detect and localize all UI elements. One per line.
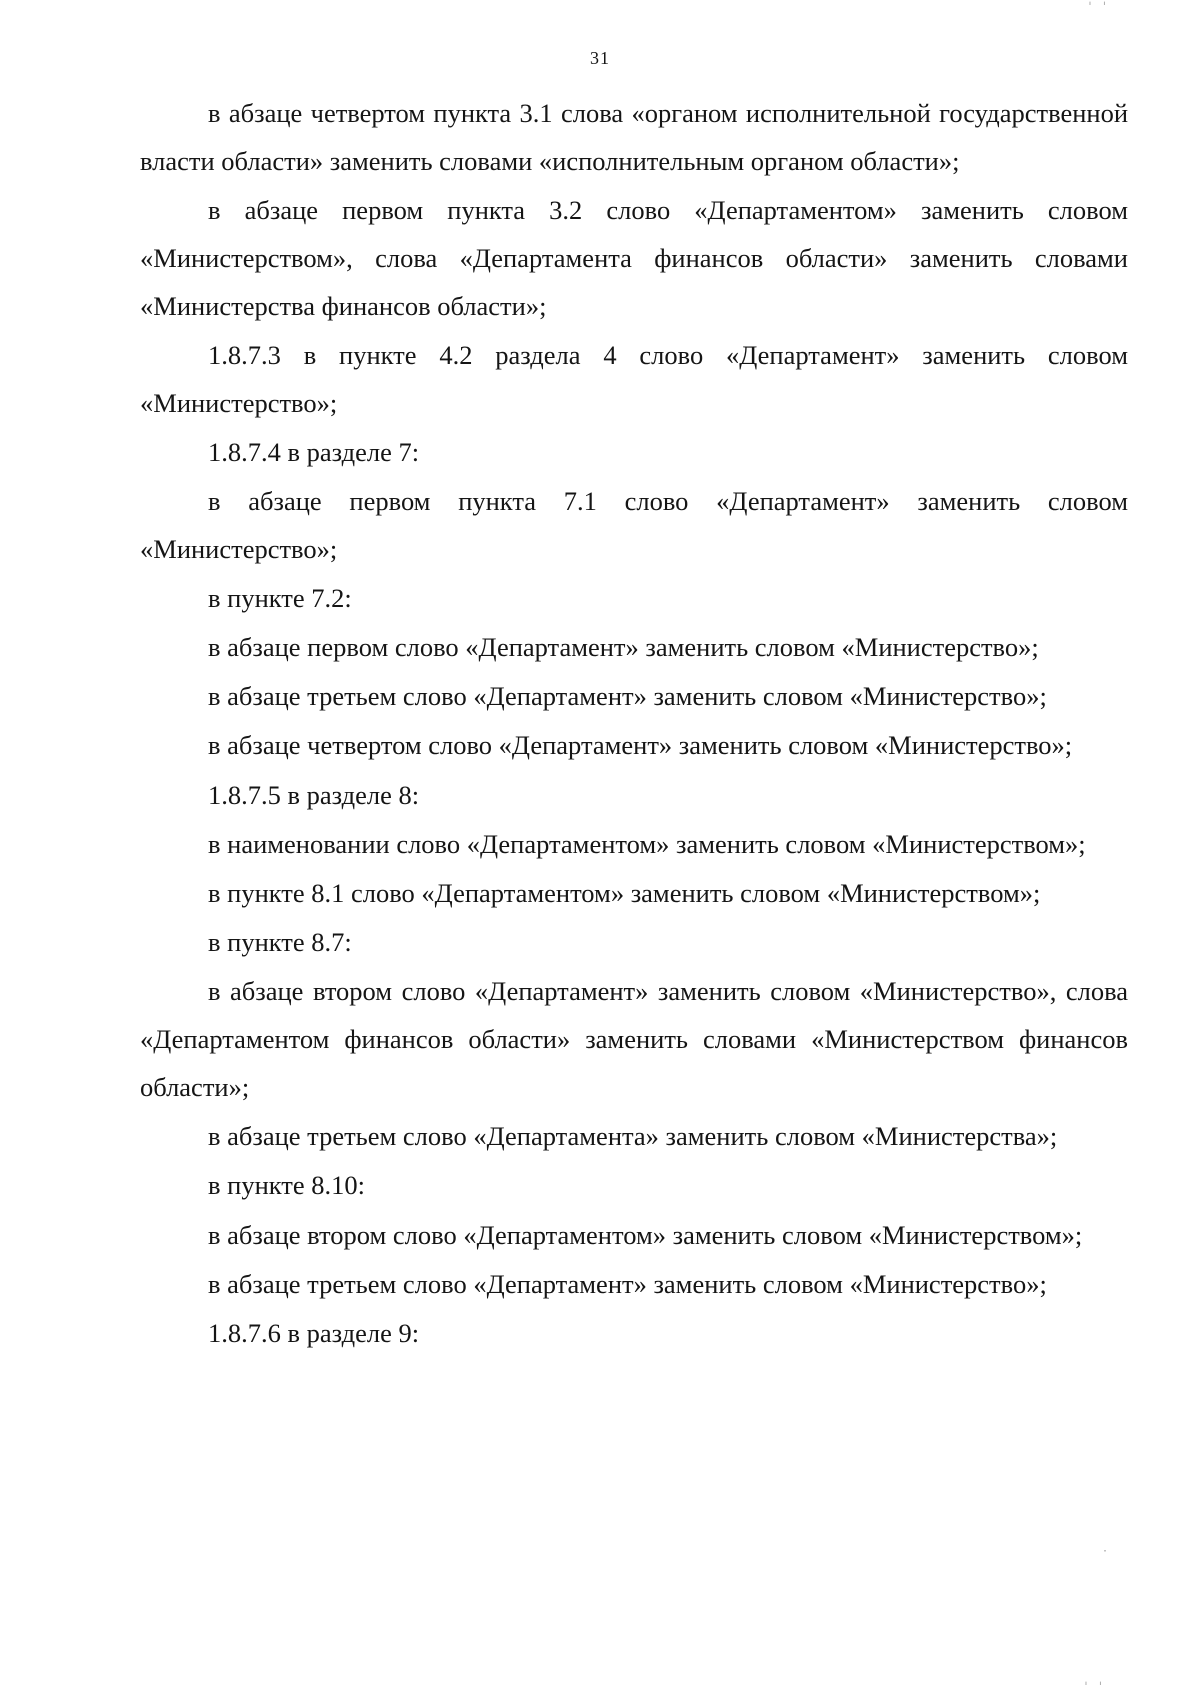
paragraph-8: в абзаце третьем слово «Департамент» заменить словом «Министерство»; bbox=[208, 681, 1047, 712]
paragraph-10: 1.8.7.5 в разделе 8: bbox=[208, 779, 420, 810]
scan-mark: ˈ ˈ bbox=[1082, 1680, 1104, 1694]
paragraph-18: в абзаце третьем слово «Департамент» заменить словом «Министерство»; bbox=[208, 1268, 1047, 1299]
paragraph-7: в абзаце первом слово «Департамент» заменить словом «Министерство»; bbox=[208, 632, 1039, 663]
paragraph-1: в абзаце четвертом пункта 3.1 слова «органом исполнительной государственной власти области» заменить словами «исполнительным органом области»; bbox=[140, 98, 1128, 176]
scan-mark: ˈ ˈ bbox=[1086, 0, 1108, 14]
paragraph-9: в абзаце четвертом слово «Департамент» заменить словом «Министерство»; bbox=[208, 730, 1073, 761]
paragraph-16: в пункте 8.10: bbox=[208, 1170, 365, 1201]
paragraph-19: 1.8.7.6 в разделе 9: bbox=[208, 1317, 420, 1348]
paragraph-12: в пункте 8.1 слово «Департаментом» заменить словом «Министерством»; bbox=[208, 878, 1041, 909]
paragraph-3: 1.8.7.3 в пункте 4.2 раздела 4 слово «Департамент» заменить словом «Министерство»; bbox=[140, 339, 1128, 418]
paragraph-6: в пункте 7.2: bbox=[208, 582, 352, 613]
paragraph-5: в абзаце первом пункта 7.1 слово «Департамент» заменить словом «Министерство»; bbox=[140, 485, 1128, 564]
paragraph-11: в наименовании слово «Департаментом» заменить словом «Министерством»; bbox=[208, 828, 1086, 859]
paragraph-4: 1.8.7.4 в разделе 7: bbox=[208, 436, 420, 467]
paragraph-2: в абзаце первом пункта 3.2 слово «Департаментом» заменить словом «Министерством», слова «Департамента финансов области» заменить словами «Министерства финансов области»; bbox=[140, 194, 1128, 321]
paragraph-14: в абзаце втором слово «Департамент» заменить словом «Министерство», слова «Департаментом финансов области» заменить словами «Министерством финансов области»; bbox=[140, 976, 1128, 1103]
scan-mark: · bbox=[1101, 1546, 1108, 1557]
paragraph-17: в абзаце втором слово «Департаментом» заменить словом «Министерством»; bbox=[208, 1219, 1083, 1250]
paragraph-13: в пункте 8.7: bbox=[208, 927, 352, 958]
page-number: 31 bbox=[590, 48, 610, 68]
document-body bbox=[140, 90, 1128, 1359]
paragraph-15: в абзаце третьем слово «Департамента» заменить словом «Министерства»; bbox=[208, 1121, 1058, 1152]
